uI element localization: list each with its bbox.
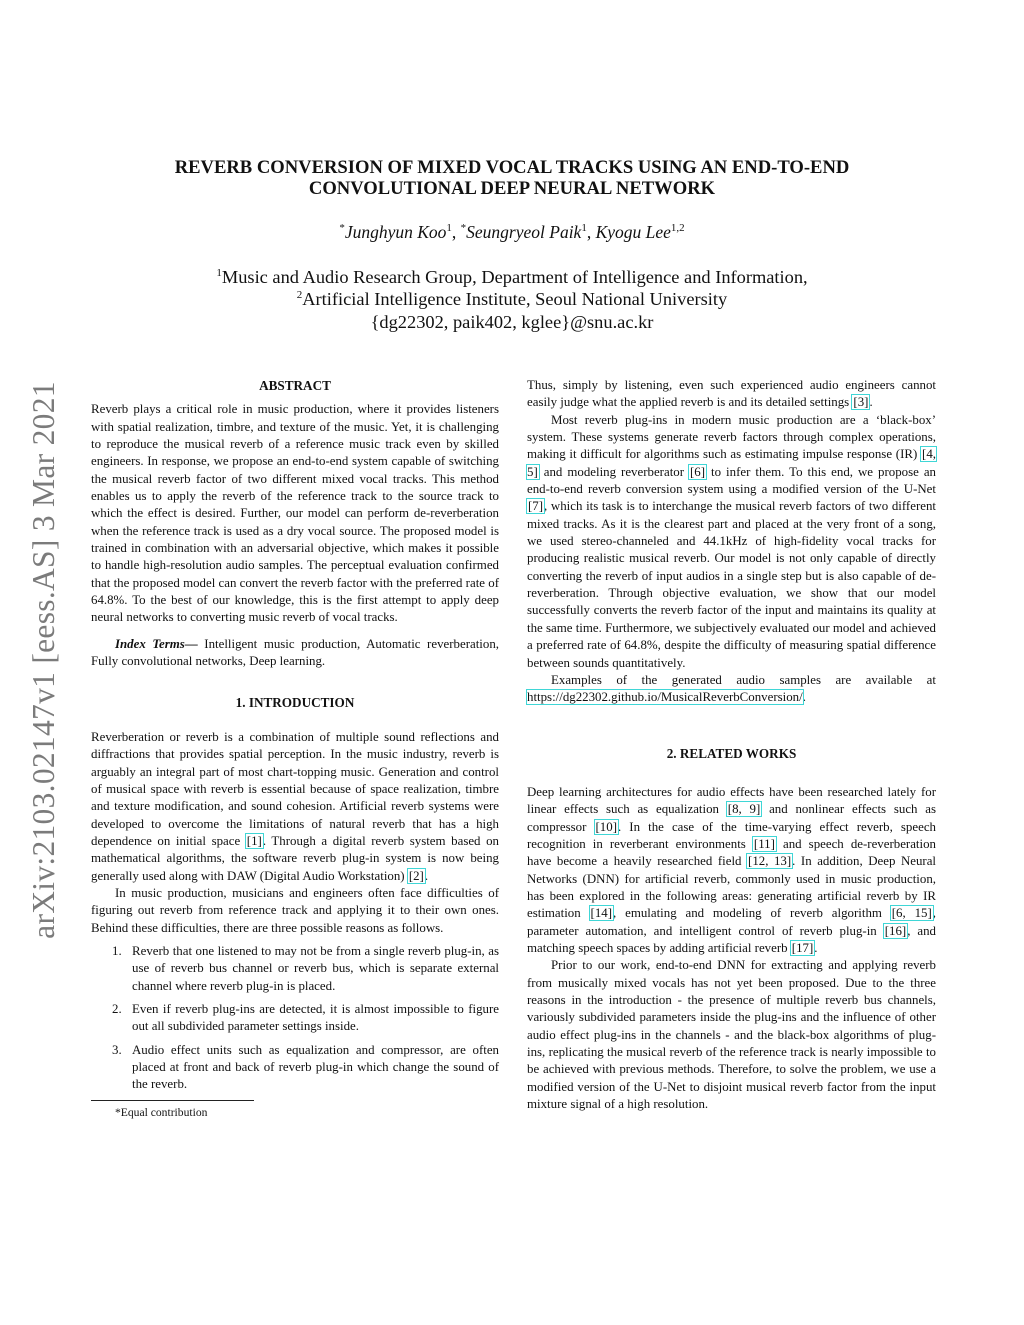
citation-link[interactable]: [6]	[690, 464, 706, 479]
paper-title	[100, 157, 924, 199]
reasons-list	[91, 943, 499, 1094]
list-item: 2. Even if reverb plug-ins are detected, it is almost impossible to figure out all subdivided parameter settings inside.	[112, 1002, 499, 1034]
citation-link[interactable]: [1]	[246, 833, 262, 848]
citation-link[interactable]: [3]	[853, 395, 869, 410]
citation-link[interactable]: [11]	[753, 836, 775, 851]
related-paragraph-1: Deep learning architectures for audio effects have been researched lately for linear effects such as equalization [8, 9] and nonlinear effects such as compressor [10]. In the case of the time-varying effect reverb, speech recognition in reverberant environments [11] and speech de-reverberation have become a heavily researched field [12, 13]. In addition, Deep Neural Networks (DNN) for artificial reverb, commonly used in music production, has been explored in the following areas: generating artificial reverb by IR estimation [14], emulating and modeling of reverb algorithm [6, 15], parameter automation, and intelligent control of reverb plug-in [16], and matching speech spaces by adding artificial reverb [17].	[527, 784, 937, 955]
footnote-rule	[91, 1100, 254, 1101]
author-1: *Junghyun Koo$^1$,	[339, 222, 461, 242]
samples-paragraph: Examples of the generated audio samples are available at https://dg22302.github.io/MusicalReverbConversion/.	[527, 672, 936, 705]
author-2: *Seungryeol Paik$^1$,	[460, 222, 596, 242]
citation-link[interactable]: [2]	[408, 868, 424, 883]
affiliation-2: $^2$Artificial Intelligence Institute, Seoul National University	[296, 289, 728, 310]
abstract-heading: ABSTRACT	[259, 378, 331, 393]
affiliations	[100, 266, 924, 333]
title-line-1: REVERB CONVERSION OF MIXED VOCAL TRACKS USING AN END-TO-END	[174, 157, 850, 178]
citation-link[interactable]: [8, 9]	[727, 802, 761, 817]
introduction-heading: 1. INTRODUCTION	[235, 694, 355, 710]
arxiv-stamp-text: arXiv:2103.02147v1 [eess.AS] 3 Mar 2021	[26, 381, 62, 939]
arxiv-stamp	[28, 350, 60, 970]
intro-paragraph-1: Reverberation or reverb is a combination of multiple sound reflections and diffractions that provides spatial perception. In the music industry, reverb is arguably an integral part of most chart-topping music. Generation and control of musical space with reverb is essential because of space realization, timbre and texture modification, and sound cohesion. Artificial reverb systems were developed to overcome the limitations of natural reverb that has a high dependence on initial space [1]. Through a digital reverb system based on mathematical algorithms, the software reverb plug-in system is now being generally used along with DAW (Digital Audio Workstation) [2].	[91, 729, 499, 883]
author-emails: {dg22302, paik402, kglee}@snu.ac.kr	[370, 311, 654, 332]
related-paragraph-2: Prior to our work, end-to-end DNN for extracting and applying reverb from musically mixed vocals has not yet been proposed. Due to the three reasons in the introduction - the presence of multiple reverb bus channels, variously subdivided parameters inside the plug-ins and the influence of other audio effect plug-ins in the channels - and the black-box algorithms of plug-ins, replicating the musical reverb of the reference track is nearly impossible to be achieved with previous methods. Therefore, to solve the problem, we use a modified version of the U-Net to disjoint musical reverb factor from the input mixture signal of a high resolution.	[527, 958, 936, 1112]
author-list	[100, 221, 924, 243]
right-column	[527, 377, 936, 1113]
citation-link[interactable]: [17]	[791, 940, 814, 955]
citation-link[interactable]: [12, 13]	[748, 854, 792, 869]
citation-link[interactable]: [7]	[528, 499, 544, 514]
samples-url-link[interactable]: https://dg22302.github.io/MusicalReverbConversion/	[527, 690, 803, 705]
intro-paragraph-2: In music production, musicians and engineers often face difficulties of figuring out reverb from reference track and applying it to their own ones. Behind these difficulties, there are three possible reasons as follows.	[91, 885, 499, 935]
citation-link[interactable]: [16]	[884, 923, 907, 938]
author-3: Kyogu Lee$^{1,2}$	[595, 222, 685, 242]
footnote: *Equal contribution	[115, 1105, 208, 1119]
left-column	[91, 377, 499, 1120]
index-terms: Index Terms— Intelligent music production, Automatic reverberation, Fully convolutional networks, Deep learning.	[91, 636, 499, 669]
citation-link[interactable]: [4, 5]	[527, 447, 936, 479]
title-line-2: CONVOLUTIONAL DEEP NEURAL NETWORK	[308, 178, 716, 199]
right-paragraph-1: Thus, simply by listening, even such experienced audio engineers cannot easily judge what the applied reverb is and its detailed settings [3].	[527, 378, 936, 410]
list-item: 1. Reverb that one listened to may not be from a single reverb plug-in, as use of reverb bus channel or reverb bus, which is separate external channel where reverb plug-in is placed.	[112, 943, 499, 993]
abstract-body: Reverb plays a critical role in music production, where it provides listeners with spatial realization, timbre, and texture of the music. Yet, it is challenging to reproduce the musical reverb of a reference music track even by skilled engineers. In response, we propose an end-to-end system capable of switching the musical reverb factor of two different mixed vocal tracks. This method enables us to apply the reverb of the reference track to the source track to which the effect is desired. Further, our model can perform de-reverberation when the reference track is used as a dry vocal source. The proposed model is trained in combination with an adversarial objective, which makes it possible to handle high-resolution audio samples. The perceptual evaluation confirmed that the proposed model can convert the reverb factor with the preferred rate of 64.8%. To the best of our knowledge, this is the first attempt to apply deep neural networks to converting music reverb of vocal tracks.	[91, 402, 499, 625]
citation-link[interactable]: [6, 15]	[891, 906, 932, 921]
citation-link[interactable]: [10]	[595, 819, 617, 834]
affiliation-1: $^1$Music and Audio Research Group, Department of Intelligence and Information,	[216, 266, 808, 287]
list-item: 3. Audio effect units such as equalization and compressor, are often placed at front and back of reverb plug-in which change the sound of the reverb.	[112, 1042, 499, 1092]
related-works-heading: 2. RELATED WORKS	[666, 745, 797, 761]
right-paragraph-2: Most reverb plug-ins in modern music production are a ‘black-box’ system. These systems generate reverb factors through complex operations, making it difficult for algorithms such as estimating impulse response (IR) [4, 5] and modeling reverberator [6] to infer them. To this end, we propose an end-to-end reverb conversion system using a modified version of the U-Net [7], which its task is to interchange the musical reverb factors of two different mixed tracks. As it is the clearest part and placed at the very front of a song, we used stereo-channeled and 44.1kHz of high-fidelity vocal tracks for producing realistic musical reverb. Our model is not only capable of directly converting the reverb of input audios in a single step but is also capable of de-reverberation. Through objective evaluation, we show that our model successfully converts the reverb factor of the input and maintains its quality at the same time. Furthermore, we subjectively evaluated our model and achieved a preferred rate of 64.8%, despite the difficulty of measuring spatial difference between sounds quantitatively.	[527, 412, 936, 670]
citation-link[interactable]: [14]	[590, 906, 613, 921]
